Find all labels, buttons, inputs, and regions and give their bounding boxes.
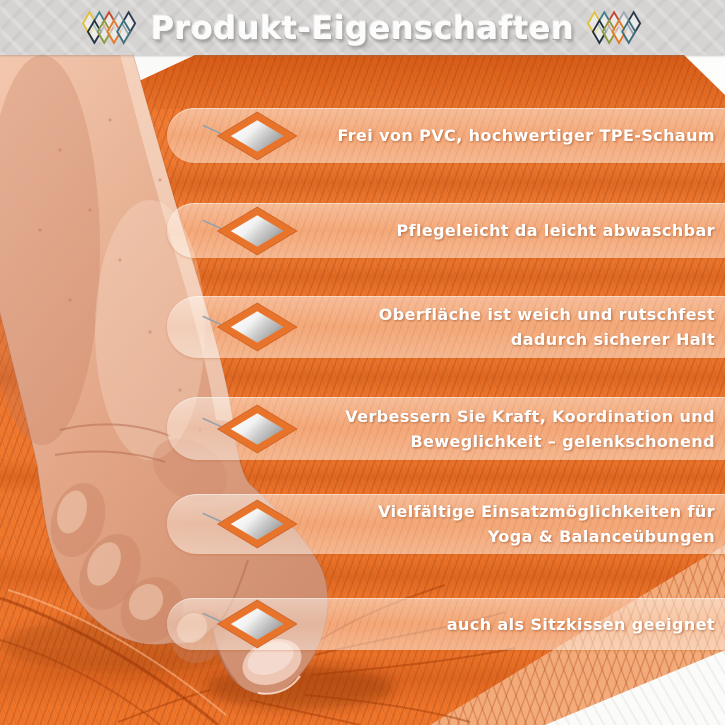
header-banner (0, 0, 725, 55)
feature-pill (167, 494, 725, 554)
mat-shading-band (0, 161, 725, 205)
argyle-diamonds-icon (83, 12, 137, 44)
feature-text-line: Vielfältige Einsatzmöglichkeiten für (378, 502, 715, 521)
mat-shading-band (0, 256, 725, 298)
feature-pill (167, 108, 725, 163)
diamond-icon (201, 299, 297, 355)
mat-shading-band (0, 552, 725, 600)
feature-text-line: dadurch sicherer Halt (510, 330, 715, 349)
feature-pill (167, 296, 725, 358)
feature-text-line: auch als Sitzkissen geeignet (446, 614, 715, 634)
feature-text-line: Frei von PVC, hochwertiger TPE-Schaum (337, 126, 715, 145)
page-title: Produkt-Eigenschaften (150, 8, 575, 47)
feature-text-line: Verbessern Sie Kraft, Koordination und (345, 406, 715, 426)
diamond-icon (201, 401, 297, 457)
diamond-icon (201, 596, 297, 652)
mat-shading-band (0, 55, 725, 109)
feature-text-line: Beweglichkeit – gelenkschonend (410, 431, 715, 451)
diamond-icon (201, 496, 297, 552)
feature-text-line: Oberfläche ist weich und rutschfest (378, 305, 715, 324)
feature-text-line: Pflegeleicht da leicht abwaschbar (396, 221, 715, 240)
argyle-diamonds-icon (588, 12, 642, 44)
mat-shading-band (0, 355, 725, 399)
diamond-icon (201, 203, 297, 259)
diamond-icon (201, 108, 297, 164)
mat-shading-band (0, 458, 725, 496)
feature-pill (167, 203, 725, 258)
feature-pill (167, 397, 725, 460)
feature-pill (167, 598, 725, 650)
feature-text-line: Yoga & Balanceübungen (487, 527, 715, 546)
